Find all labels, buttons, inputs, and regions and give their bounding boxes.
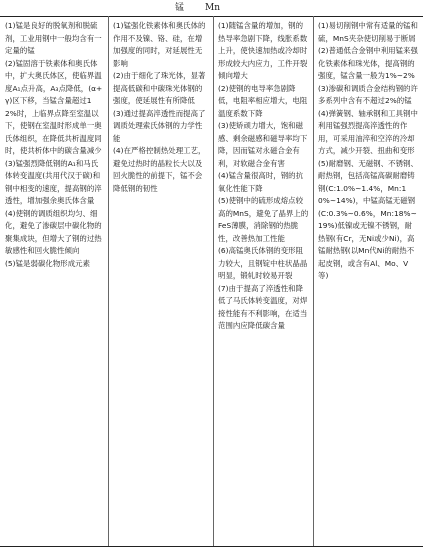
paragraph: (5)使钢中的硫形成熔点较高的MnS，避免了晶界上的FeS薄膜，消除钢的热脆性，改善热加工性能 bbox=[218, 196, 309, 243]
element-symbol: Mn bbox=[205, 3, 221, 13]
paragraph: (4)弹簧钢、轴承钢和工具钢中利用锰强烈提高淬透性的作用，可采用油淬和空淬的冷却方式，减少开裂、扭曲和变形 bbox=[318, 108, 418, 155]
paragraph: (2)使钢的电导率急剧降低，电阻率相应增大，电阻温度系数下降 bbox=[218, 83, 308, 118]
paragraph: (1)随锰含量的增加，钢的热导率急剧下降，线胀系数上升，使快速加热或冷却时形成较大内应力，工件开裂倾向增大 bbox=[218, 21, 308, 80]
paragraph: (1)锰强化铁素体和奥氏体的作用不及镍、铬、硅，在增加强度的同时，对延展性无影响 bbox=[113, 21, 206, 68]
bottom-rule bbox=[0, 546, 423, 547]
column-divider bbox=[213, 16, 214, 546]
element-name: 锰 bbox=[175, 3, 185, 13]
paragraph: (2)由于细化了珠光体，显著提高低碳和中碳珠光体钢的强度，使延展性有所降低 bbox=[113, 71, 206, 105]
paragraph: (4)在严格控制热处理工艺，避免过热时的晶粒长大以及回火脆性的前提下，锰不会降低钢的韧性 bbox=[113, 146, 206, 193]
column-divider bbox=[108, 16, 109, 546]
paragraph: (7)由于提高了淬透性和降低了马氏体转变温度，对焊接性能有不利影响，在适当范围内应降低碳含量 bbox=[218, 283, 308, 330]
column-divider bbox=[313, 16, 314, 546]
column-metallographic-effects bbox=[5, 20, 103, 270]
paragraph: (5)耐磨钢、无磁钢、不锈钢、耐热钢，包括高锰高碳耐磨铸钢(C:1.0%~1.4%，Mn:10%~14%)，中锰高锰无磁钢(C:0.3%~0.6%，Mn:18%~19%)低镍或无镍不锈钢，耐热钢(有Cr，无Ni或少Ni)，高锰耐热钢(以Mn代Ni的耐热不起皮钢，或含有Al、Mo、V等) bbox=[318, 158, 418, 280]
paragraph: (6)高锰奥氏体钢的变形阻力较大，且钢锭中柱状晶晶明显，锻轧时较易开裂 bbox=[218, 246, 308, 280]
paragraph: (3)使矫顽力增大，饱和磁感、剩余磁感和磁导率均下降，因而锰对永磁合金有利，对软磁合金有害 bbox=[218, 121, 308, 168]
paragraph: (2)普通低合金钢中利用锰来强化铁素体和珠光体，提高钢的强度，锰含量一般为1%~2% bbox=[318, 46, 418, 80]
paragraph: (3)通过提高淬透性而提高了调质处理索氏体钢的力学性能 bbox=[113, 108, 206, 143]
table-header bbox=[0, 0, 423, 16]
paragraph: (4)使钢的调质组织均匀、细化，避免了渗碳层中碳化物的聚集成块，但增大了钢的过热敏感性和回火脆性倾向 bbox=[5, 208, 102, 255]
top-rule bbox=[0, 16, 423, 17]
column-physical-process-properties bbox=[218, 20, 310, 333]
paragraph: (1)易切削钢中常有适量的锰和硫，MnS夹杂使切削易于断屑 bbox=[318, 21, 418, 43]
paragraph: (4)锰含量很高时，钢的抗氧化性能下降 bbox=[218, 171, 304, 193]
paragraph: (5)锰是弱碳化物形成元素 bbox=[5, 258, 91, 268]
column-applications bbox=[318, 20, 418, 283]
paragraph: (3)渗碳和调质合金结构钢的许多系列中含有不超过2%的锰 bbox=[318, 83, 418, 105]
paragraph: (3)锰强烈降低钢的A₁和马氏体转变温度(共用代汉于碳)和钢中相变的速度，提高钢的淬透性，增加强余奥氏体含量 bbox=[5, 158, 102, 205]
paragraph: (1)锰是良好的脱氧剂和脱硫剂，工业用钢中一般均含有一定量的锰 bbox=[5, 21, 102, 55]
column-mechanical-properties bbox=[113, 20, 209, 195]
paragraph: (2)锰固溶于铁素体和奥氏体中，扩大奥氏体区，使临界温度A₁点升高，A₃点降低，(α+γ)区下移，当锰含量超过12%时，上临界点降至室温以下，使钢在室温时形成单一奥氏体组织，在降低共析温度同时，使共析体中的碳含量减少 bbox=[5, 58, 103, 155]
